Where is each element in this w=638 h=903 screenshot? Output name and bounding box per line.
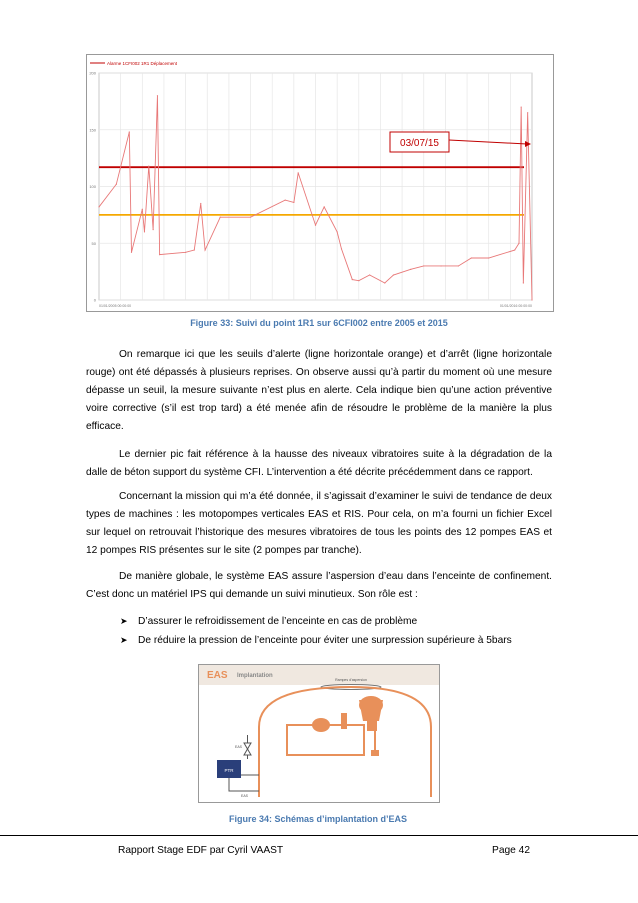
series-point	[157, 95, 158, 96]
series-point	[324, 206, 325, 207]
series-point	[293, 202, 294, 203]
series-point	[384, 282, 385, 283]
y-tick-label: 150	[89, 127, 96, 133]
footer-rule	[0, 835, 638, 836]
figure-33-chart	[86, 54, 554, 312]
series-point	[423, 265, 424, 266]
figure-34-diagram	[198, 664, 440, 803]
spray-label: Rampes d'aspersion	[335, 678, 367, 682]
diagram-title: EAS	[207, 670, 228, 681]
figure-34-caption: Figure 34: Schémas d’implantation d’EAS	[228, 814, 408, 824]
paragraph-4: De manière globale, le système EAS assure l’aspersion d’eau dans l’enceinte de confinement. C’est donc un matériel IPS qui demande un suivi minutieux. Son rôle est :	[86, 571, 552, 600]
series-point	[440, 265, 441, 266]
y-tick-label: 200	[89, 70, 96, 76]
series-point	[298, 172, 299, 173]
series-point	[159, 254, 160, 255]
bottom-label: EAS	[241, 794, 249, 798]
figure-33-caption: Figure 33: Suivi du point 1R1 sur 6CFI002 entre 2005 et 2015	[190, 318, 448, 328]
legend-text: Alarme 1CFI002 1R1 Déplacement	[107, 61, 178, 66]
series-point	[531, 299, 532, 300]
series-point	[488, 257, 489, 258]
series-point	[514, 249, 515, 250]
footer-left: Rapport Stage EDF par Cyril VAAST	[118, 845, 284, 856]
series-point	[185, 252, 186, 253]
series-point	[98, 206, 99, 207]
series-point	[148, 165, 149, 166]
series-point	[521, 106, 522, 107]
series-point	[220, 217, 221, 218]
arrow-bullet-icon: ➤	[120, 635, 128, 645]
diagram-header	[199, 665, 439, 685]
series-point	[369, 274, 370, 275]
paragraph-3: Concernant la mission qui m’a été donnée, il s’agissait d’examiner le suivi de tendance de deux types de machines : les motopompes verticales EAS et RIS. Pour cela, on m’a fourni un fichier Excel sur lequel on retrouvait l’historique des mesures vibratoires de tous les points des 12 pompes EAS et 12 pompes RIS présentes sur le site (2 pompes par tranche).	[86, 491, 552, 556]
valve-label: EAS	[235, 745, 243, 749]
containment-outline	[259, 687, 431, 797]
series-point	[337, 231, 338, 232]
series-point	[194, 249, 195, 250]
x-tick-label: 01/01/2016 00:00:00	[499, 304, 532, 308]
list-item: ➤ D’assurer le refroidissement de l’enceinte en cas de problème	[120, 612, 560, 631]
series-point	[410, 269, 411, 270]
paragraph-2: Le dernier pic fait référence à la hausse des niveaux vibratoires suite à la dégradation de la dalle de béton support du système CFI. L’intervention a été décrite précédemment dans ce rapport.	[86, 449, 552, 478]
reactor-core	[367, 719, 377, 731]
series-point	[315, 224, 316, 225]
y-tick-label: 50	[91, 240, 96, 246]
series-point	[131, 252, 132, 253]
pressurizer	[312, 718, 330, 732]
series-point	[200, 203, 201, 204]
y-tick-label: 100	[89, 184, 96, 189]
page-number: Page 42	[492, 845, 530, 856]
series-point	[250, 217, 251, 218]
eas-diagram-svg	[199, 665, 439, 802]
pump-unit	[371, 750, 379, 756]
series-point	[341, 248, 342, 249]
valve-bottom-icon	[244, 749, 251, 755]
annotation-date: 03/07/15	[400, 138, 439, 149]
steam-generator	[341, 713, 347, 729]
series-point	[285, 200, 286, 201]
annotation-arrow-line	[449, 140, 527, 144]
series-point	[153, 229, 154, 230]
series-point	[471, 257, 472, 258]
trend-chart-svg	[87, 55, 553, 311]
date-annotation	[390, 132, 531, 152]
series-point	[204, 249, 205, 250]
series-point	[129, 131, 130, 132]
series-point	[144, 231, 145, 232]
series-point	[358, 280, 359, 281]
series-point	[352, 279, 353, 280]
series-point	[518, 243, 519, 244]
reactor-dome	[359, 696, 383, 714]
series-point	[527, 112, 528, 113]
series-point	[458, 265, 459, 266]
series-point	[142, 209, 143, 210]
diagram-subtitle: Implantation	[237, 673, 273, 679]
series-point	[393, 274, 394, 275]
x-tick-label: 01/01/2005 00:00:00	[99, 304, 132, 308]
ptr-label: PTR	[224, 768, 234, 773]
list-item: ➤ De réduire la pression de l’enceinte pour éviter une surpression supérieure à 5bars	[120, 631, 560, 650]
y-tick-label: 0	[93, 297, 96, 303]
bullet-list	[120, 612, 560, 650]
series-point	[116, 184, 117, 185]
arrow-bullet-icon: ➤	[120, 616, 128, 626]
series-point	[523, 282, 524, 283]
paragraph-1: On remarque ici que les seuils d’alerte (ligne horizontale orange) et d’arrêt (ligne horizontale rouge) ont été dépassés à plusieurs reprises. On observe aussi qu’à partir du moment où une mesure dépasse un seuil, la mesure suivante n’est plus en alerte. Cela indique bien qu’une action préventive voire corrective (s’il est trop tard) a été menée afin de résoudre le problème de la manière la plus efficace.	[86, 349, 552, 432]
